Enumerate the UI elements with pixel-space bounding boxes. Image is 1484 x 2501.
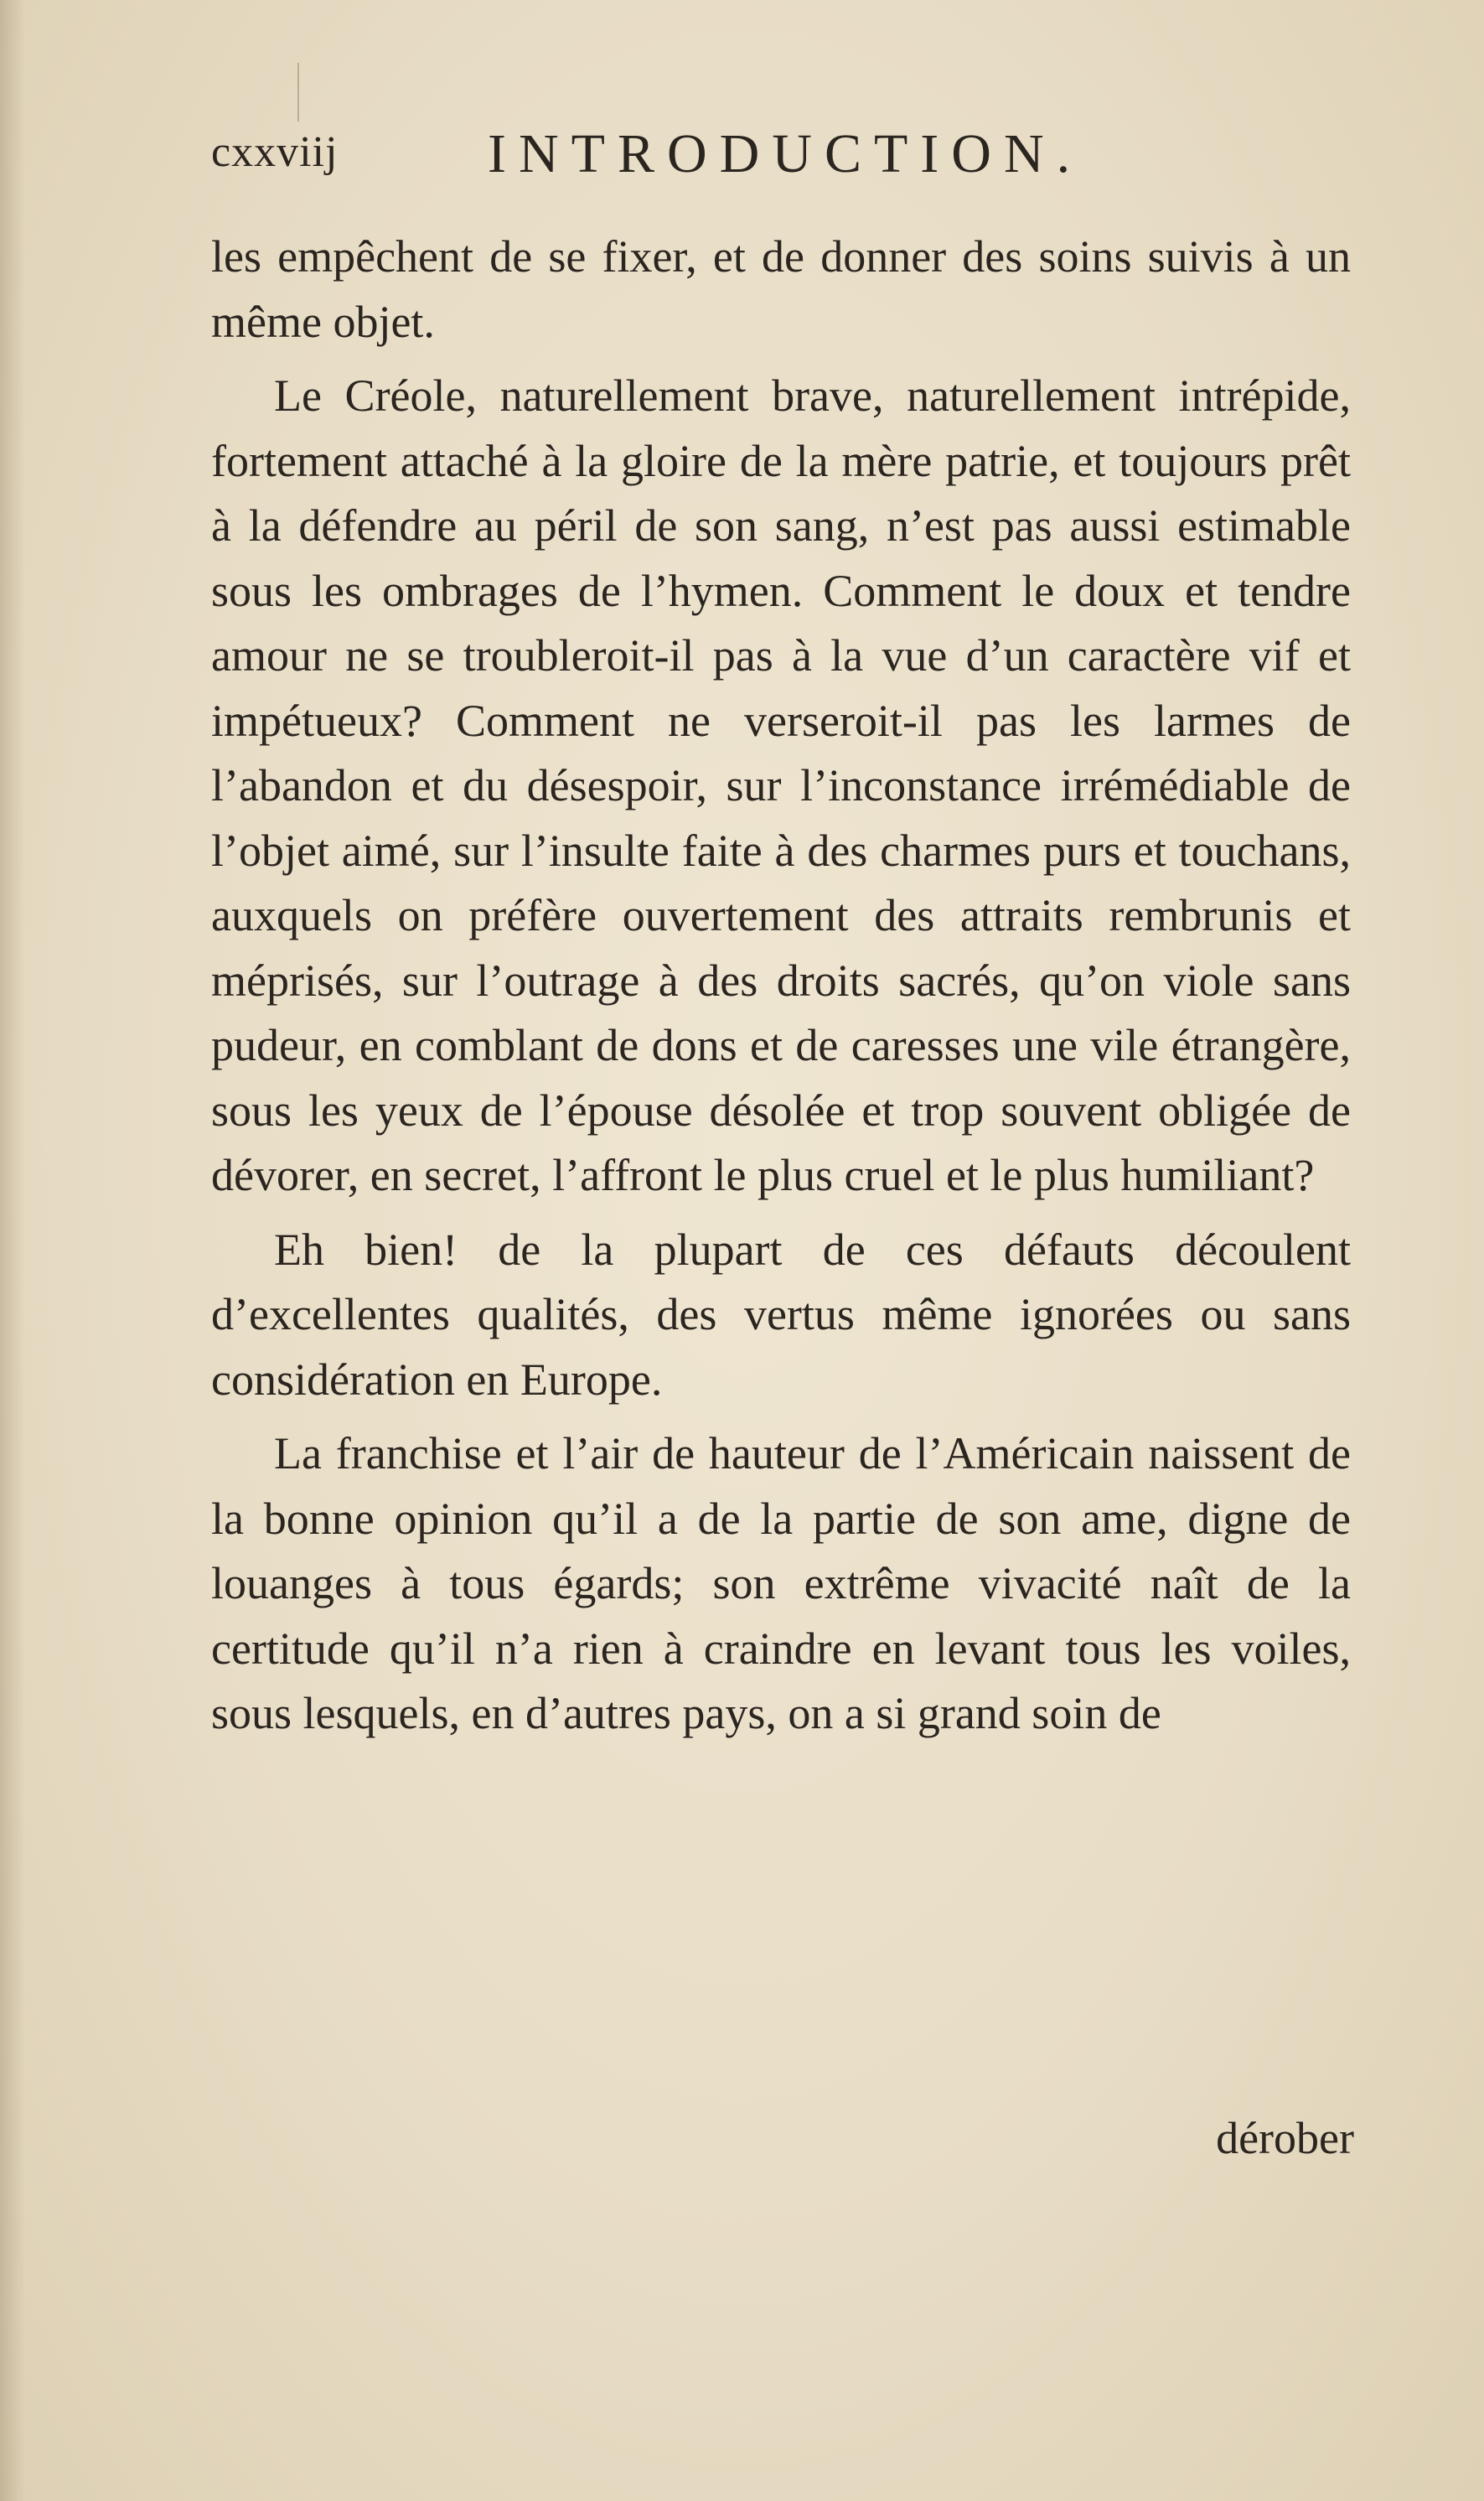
running-head: INTRODUCTION. xyxy=(488,123,1083,184)
paragraph-defauts: Eh bien! de la plupart de ces défauts découlent d’excellentes qualités, des vertus même ignorées ou sans considération en Europe. xyxy=(211,1224,1351,1405)
binding-shadow xyxy=(0,0,25,2501)
catchword: dérober xyxy=(1216,2113,1354,2163)
paragraph-franchise: La franchise et l’air de hauteur de l’Américain naissent de la bonne opinion qu’il a de la partie de son ame, digne de louanges à tous égards; son extrême vivacité naît de la certitude qu’il n’a rien à craindre en levant tous les voiles, sous lesquels, en d’autres pays, on a si grand soin de xyxy=(211,1428,1351,1738)
body-text xyxy=(211,225,1351,1747)
paragraph-continuation: les empêchent de se fixer, et de donner des soins suivis à un même objet. xyxy=(211,231,1351,347)
paragraph-creole: Le Créole, naturellement brave, naturellement intrépide, fortement attaché à la gloire de la mère patrie, et toujours prêt à la défendre au péril de son sang, n’est pas aussi estimable sous les ombrages de l’hymen. Comment le doux et tendre amour ne se troubleroit-il pas à la vue d’un caractère vif et impétueux? Comment ne verseroit-il pas les larmes de l’abandon et du désespoir, sur l’inconstance irrémédiable de l’objet aimé, sur l’insulte faite à des charmes purs et touchans, auxquels on préfère ouvertement des attraits rembrunis et méprisés, sur l’outrage à des droits sacrés, qu’on viole sans pudeur, en comblant de dons et de caresses une vile étrangère, sous les yeux de l’épouse désolée et trop souvent obligée de dévorer, en secret, l’affront le plus cruel et le plus humiliant? xyxy=(211,370,1351,1200)
page-header xyxy=(211,123,1359,211)
pencil-mark xyxy=(297,63,299,122)
page-number: cxxviij xyxy=(211,128,339,176)
